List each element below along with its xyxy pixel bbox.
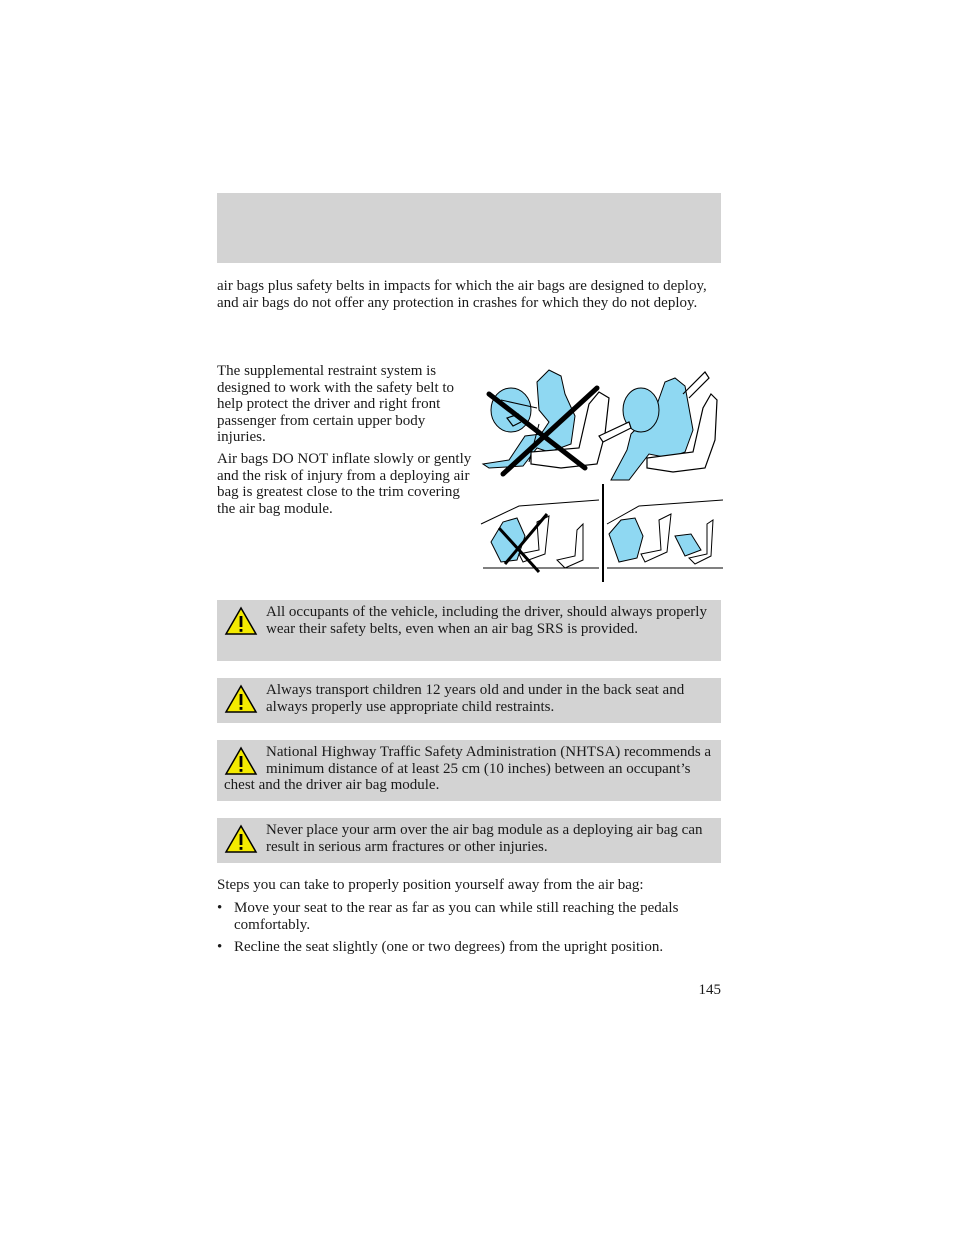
warning-box-children	[217, 678, 721, 723]
airbag-inflation-paragraph: Air bags DO NOT inflate slowly or gently and the risk of injury from a deploying air bag is greatest close to the trim covering the air bag module.	[217, 451, 472, 517]
steps-intro: Steps you can take to properly position yourself away from the air bag:	[217, 877, 644, 893]
bullet-marker: •	[217, 900, 223, 916]
warning-text: Always transport children 12 years old and under in the back seat and always properly use appropriate child restraints.	[266, 682, 685, 715]
list-item	[217, 939, 727, 956]
bullet-marker: •	[217, 939, 223, 955]
warning-triangle-icon	[224, 684, 258, 714]
srs-description-paragraph: The supplemental restraint system is designed to work with the safety belt to help protect the driver and right front passenger from certain upper body injuries.	[217, 363, 455, 445]
airbag-seating-position-illustration	[479, 364, 723, 582]
section-header-band	[217, 193, 721, 263]
warning-triangle-icon	[224, 824, 258, 854]
warning-triangle-icon	[224, 606, 258, 636]
warning-triangle-icon	[224, 746, 258, 776]
page-number: 145	[698, 982, 721, 998]
warning-text: National Highway Traffic Safety Administration (NHTSA) recommends a minimum distance of at least 25 cm (10 inches) between an occupant’s chest and the driver air bag module.	[224, 744, 712, 793]
list-item-text: Move your seat to the rear as far as you can while still reaching the pedals comfortably.	[234, 900, 679, 933]
list-item-text: Recline the seat slightly (one or two degrees) from the upright position.	[234, 939, 664, 955]
intro-paragraph: air bags plus safety belts in impacts for which the air bags are designed to deploy, and air bags do not offer any protection in crashes for which they do not deploy.	[217, 278, 707, 311]
warning-box-arm-placement	[217, 818, 721, 863]
warning-box-safety-belts	[217, 600, 721, 661]
warning-text: All occupants of the vehicle, including the driver, should always properly wear their safety belts, even when an air bag SRS is provided.	[266, 604, 707, 637]
warning-text: Never place your arm over the air bag module as a deploying air bag can result in serious arm fractures or other injuries.	[266, 822, 703, 855]
warning-box-nhtsa-distance	[217, 740, 721, 801]
list-item	[217, 900, 727, 933]
